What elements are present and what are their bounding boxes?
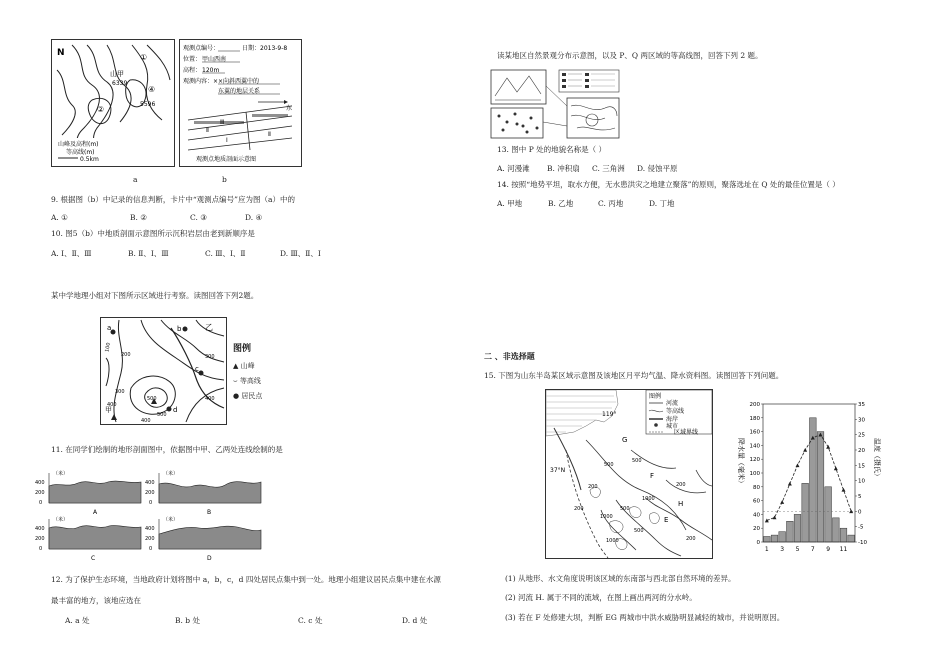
q14-option-b[interactable]: B. 乙地	[548, 199, 574, 208]
contour-400b-label: 400	[141, 418, 151, 424]
q9-option-c[interactable]: C. ③	[190, 213, 207, 222]
profile-c-tick-0: 0	[39, 546, 43, 552]
shandong-region-map	[545, 389, 713, 559]
temperature-point	[796, 463, 800, 467]
question-10: 10. 图5（b）中地质剖面示意图所示沉积岩层由老到新顺序是	[51, 229, 255, 238]
q13-option-c[interactable]: C. 三角洲	[592, 164, 625, 173]
x-tick-label: 7	[810, 546, 815, 553]
point-b-label: b	[177, 325, 182, 333]
precip-bar	[794, 514, 801, 542]
lon-119-label: 119°	[602, 411, 617, 418]
card-content-line2: 东翼的地层关系	[218, 88, 261, 95]
q10-option-b[interactable]: B. Ⅱ、Ⅰ、Ⅲ	[128, 249, 169, 258]
q9-option-d[interactable]: D. ④	[245, 213, 263, 222]
legend-title: 图例	[233, 344, 252, 354]
profile-d-unit: （米）	[163, 517, 179, 523]
point-a-label: a	[107, 324, 112, 332]
q10-option-a[interactable]: A. Ⅰ、Ⅱ、Ⅲ	[51, 249, 92, 258]
right-tick-label: 5	[858, 494, 862, 500]
profile-a-tick-200: 200	[35, 490, 45, 496]
point-f-label: F	[650, 472, 655, 480]
profile-a[interactable]	[33, 468, 143, 516]
contour-label-5: 500	[620, 506, 630, 512]
right-tick-label: 15	[858, 463, 865, 470]
contour-label-10: 200	[588, 484, 598, 490]
question-12-line-2: 最丰富的地方，该地应选在	[51, 596, 141, 605]
legend-village	[233, 391, 283, 401]
right-tick-label: 25	[858, 432, 865, 439]
right-tick-label: 10	[858, 478, 865, 485]
left-tick-label: 140	[749, 443, 760, 450]
section-caption: 观测点地质剖面示意图	[196, 156, 257, 163]
contour-500-label: 500	[157, 412, 167, 418]
left-tick-label: 80	[753, 484, 760, 491]
legend-peak	[233, 361, 283, 371]
elevation-label-2: 5596	[140, 101, 156, 108]
temperature-point	[780, 500, 784, 504]
q10-option-d[interactable]: D. Ⅲ、Ⅱ、Ⅰ	[280, 249, 321, 258]
left-tick-label: 20	[753, 526, 760, 533]
point-1-label: ①	[140, 53, 148, 62]
q14-option-d[interactable]: D. 丁地	[649, 199, 675, 208]
card-elevation-value: 120m	[202, 67, 220, 74]
shandong-map-svg	[546, 390, 712, 558]
point-d-label: d	[173, 406, 178, 414]
right-tick-label: 30	[858, 417, 865, 424]
profile-d-label: D	[207, 555, 212, 562]
legend-contour-text: 等高线(m)	[66, 149, 95, 156]
precip-bar	[817, 432, 824, 542]
right-tick-label: -10	[858, 540, 867, 546]
precip-bar	[779, 532, 786, 542]
temperature-point	[803, 448, 807, 452]
contour-300b-label: 300	[205, 354, 215, 360]
profile-c[interactable]	[33, 514, 143, 562]
x-tick-label: 11	[839, 546, 848, 553]
question-14: 14. 按照“地势平坦，取水方便，无水患洪灾之地建立聚落”的原则，聚落选址在 Q 处的最佳位置是（ ）	[497, 180, 840, 189]
contour-line-icon: ⌣	[233, 377, 238, 385]
elevation-label-1: 6339	[112, 80, 128, 87]
precip-bar	[802, 483, 809, 542]
city-e-label: E	[664, 516, 669, 524]
profile-b-unit: （米）	[163, 471, 179, 477]
east-label: 东	[286, 105, 293, 112]
card-content-line1: 观测内容：××向斜西翼中的	[183, 78, 260, 85]
temperature-point	[765, 519, 769, 523]
contour-100-label: 100	[104, 342, 112, 353]
legend-boundary: 区域界线	[674, 429, 699, 436]
temperature-point	[773, 515, 777, 519]
left-tick-label: 60	[753, 498, 760, 505]
contour-label-3: 200	[574, 506, 584, 512]
precip-bar	[771, 535, 778, 542]
q10-option-c[interactable]: C. Ⅲ、Ⅰ、Ⅱ	[205, 249, 246, 258]
right-tick-label: -5	[858, 524, 864, 531]
precip-bar	[848, 535, 855, 542]
profile-d-tick-200: 200	[145, 536, 155, 542]
figure-b-observation-card	[179, 39, 302, 167]
sub-question-2: (2) 河流 H. 属于不同的流域，在图上画出两河的分水岭。	[505, 593, 697, 602]
card-location-value: 甲山西南	[202, 56, 227, 63]
legend-scale-text: 0.5km	[80, 156, 99, 163]
contour-200-label: 200	[121, 352, 131, 358]
contour-label-7: 1000	[600, 514, 613, 520]
temperature-point	[842, 488, 846, 492]
temperature-point	[834, 466, 838, 470]
layer-1-label: Ⅰ	[226, 137, 228, 144]
profile-d[interactable]	[143, 514, 263, 562]
temperature-point	[826, 445, 830, 449]
temperature-line	[767, 435, 851, 521]
legend-contour-label: 等高线	[239, 377, 261, 385]
triangle-icon: ▲	[233, 362, 239, 370]
figure-a-caption: a	[133, 175, 138, 184]
section-2-heading: 二 、非选择题	[484, 351, 535, 361]
left-tick-label: 100	[749, 471, 760, 477]
contour-label-4: 1000	[642, 496, 655, 502]
q9-option-a[interactable]: A. ①	[51, 213, 68, 222]
contour-400-label: 400	[107, 402, 117, 408]
q13-option-a[interactable]: A. 河漫滩	[497, 164, 530, 173]
left-tick-label: 120	[749, 457, 760, 464]
q14-option-c[interactable]: C. 丙地	[598, 199, 624, 208]
question-9: 9. 根据图（b）中记录的信息判断，卡片中“观测点编号”应为图（a）中的	[51, 195, 295, 204]
legend-contour-15: 等高线	[666, 408, 685, 415]
contour-500b-label: 500	[147, 396, 157, 402]
card-location-label: 位置：	[183, 56, 202, 63]
profile-c-tick-400: 400	[35, 526, 45, 532]
q12-option-b[interactable]: B. b 处	[175, 616, 200, 625]
question-11: 11. 在同学们绘制的地形剖面图中，依据图中甲、乙两处连线绘制的是	[51, 445, 283, 454]
left-tick-label: 40	[753, 512, 760, 519]
q9-option-b[interactable]: B. ②	[130, 213, 148, 222]
layer-2-label: Ⅱ	[206, 127, 209, 134]
sub-question-3: (3) 若在 F 处修建大坝，判断 EG 两城市中洪水威胁明显减轻的城市，并说明原因。	[505, 613, 785, 622]
contour-400c-label: 400	[205, 396, 215, 402]
x-tick-label: 9	[826, 546, 831, 553]
map15-legend-title: 图例	[649, 393, 662, 400]
contour-label-11: 200	[686, 536, 696, 542]
q12-option-c[interactable]: C. c 处	[298, 616, 323, 625]
x-tick-label: 1	[764, 546, 769, 553]
x-tick-label: 5	[795, 546, 800, 553]
profile-d-tick-400: 400	[145, 526, 155, 532]
x-tick-label: 3	[780, 546, 785, 553]
contour-label-6: 200	[676, 482, 686, 488]
legend-city: 城市	[666, 423, 679, 430]
profile-c-tick-200: 200	[35, 536, 45, 542]
intro-text-right: 读某地区自然景观分布示意图，以及 P、Q 两区域的等高线图，回答下列 2 题。	[497, 51, 763, 60]
landscape-figure	[487, 66, 622, 142]
right-tick-label: 20	[858, 448, 865, 454]
q14-option-a[interactable]: A. 甲地	[497, 199, 523, 208]
climate-chart	[735, 398, 883, 556]
legend-river: 河流	[666, 400, 679, 407]
layer-3-label: Ⅲ	[220, 119, 225, 126]
landscape-svg	[487, 66, 622, 142]
layer-2b-label: Ⅱ	[268, 131, 271, 138]
point-yi-label: 乙	[205, 323, 213, 332]
figure-a-svg	[52, 40, 174, 166]
profile-c-unit: （米）	[53, 517, 69, 523]
legend-peak-text: 山峰及高程(m)	[58, 141, 99, 148]
right-tick-label: 0	[858, 509, 862, 516]
left-tick-label: 200	[749, 402, 760, 408]
figure-b-svg	[180, 40, 301, 166]
precip-bar	[787, 521, 794, 542]
question-13: 13. 图中 P 处的地貌名称是（ ）	[497, 145, 607, 154]
sub-question-1: (1) 从地形、水文角度说明该区域的东南部与西北部自然环境的差异。	[505, 574, 736, 583]
temp-axis-title: 温度（摄氏）	[873, 438, 881, 480]
map-abcd-legend	[233, 341, 283, 411]
left-tick-label: 0	[756, 540, 760, 546]
intro-text-2: 某中学地理小组对下图所示区域进行考察。读图回答下列2题。	[51, 291, 259, 300]
precip-bar	[840, 528, 847, 542]
left-tick-label: 160	[749, 429, 760, 436]
q12-option-d[interactable]: D. d 处	[402, 616, 428, 625]
point-4-label: ④	[148, 85, 156, 94]
lat-37-label: 37°N	[550, 467, 566, 474]
dot-icon: ●	[233, 392, 240, 400]
river-h-label: H	[678, 500, 684, 508]
question-15: 15. 下图为山东半岛某区域示意图及该地区月平均气温、降水资料图。读图回答下列问题。	[484, 371, 784, 380]
precip-axis-title: 降水量（毫米）	[737, 438, 745, 487]
mountain-label: 山甲	[110, 70, 124, 78]
legend-peak-label: 山峰	[240, 362, 255, 370]
contour-300-label: 300	[115, 389, 125, 395]
q13-option-b[interactable]: B. 冲积扇	[547, 164, 580, 173]
profile-b-tick-200: 200	[145, 490, 155, 496]
q13-option-d[interactable]: D. 侵蚀平原	[637, 164, 678, 173]
north-label: N	[57, 48, 65, 58]
right-tick-label: 35	[858, 402, 865, 408]
card-id-label: 观测点编号：	[183, 45, 220, 52]
legend-village-label: 居民点	[241, 392, 263, 400]
profile-a-unit: （米）	[53, 471, 69, 477]
question-12-line-1: 12. 为了保护生态环境，当地政府计划将图中 a，b，c，d 四处居民点集中到一处。地理小组建议居民点集中建在水源	[51, 575, 441, 584]
q12-option-a[interactable]: A. a 处	[65, 616, 90, 625]
legend-coast: 海岸	[666, 416, 679, 423]
precip-bar	[764, 536, 771, 542]
point-jia-label: 甲	[105, 406, 112, 414]
point-c-label: c	[195, 365, 199, 373]
contour-label-2: 500	[632, 458, 642, 464]
point-2-label: ②	[97, 105, 105, 114]
profile-a-tick-0: 0	[39, 500, 43, 506]
profile-c-label: C	[91, 555, 96, 562]
contour-label-9: 500	[634, 528, 644, 534]
profile-a-tick-400: 400	[35, 480, 45, 486]
map-abcd-svg	[101, 318, 226, 424]
contour-label-1: 500	[604, 462, 614, 468]
card-date: 日期：2013-9-8	[242, 45, 288, 52]
profile-b-tick-400: 400	[145, 480, 155, 486]
contour-label-8: 1000	[606, 538, 619, 544]
profile-b-label: B	[207, 509, 212, 516]
legend-contour	[233, 376, 283, 386]
profile-d-tick-0: 0	[149, 546, 153, 552]
card-elevation-label: 高程：	[183, 67, 202, 74]
profile-b-tick-0: 0	[149, 500, 153, 506]
left-tick-label: 180	[749, 415, 760, 422]
chart-frame	[763, 404, 855, 542]
profile-a-label: A	[93, 509, 98, 516]
precip-bar	[833, 518, 840, 542]
figure-a-contour-map	[51, 39, 175, 167]
city-g-label: G	[622, 436, 628, 444]
figure-b-caption: b	[222, 175, 227, 184]
precip-bar	[825, 487, 832, 542]
temperature-point	[788, 482, 792, 486]
contour-map-abcd	[100, 317, 227, 425]
profile-b[interactable]	[143, 468, 263, 516]
